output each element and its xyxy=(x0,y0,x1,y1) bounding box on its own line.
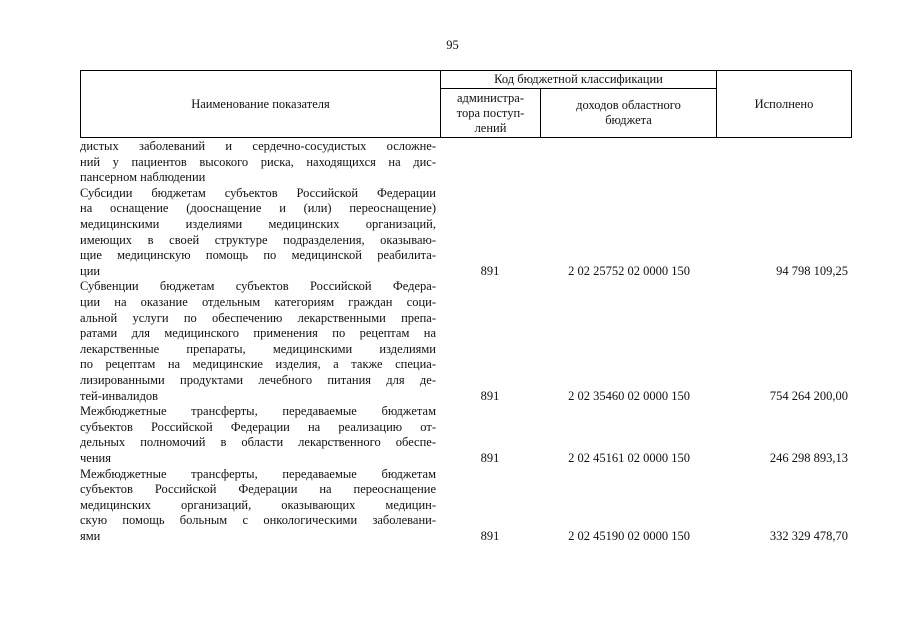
description-line: по рецептам на медицинские изделия, а также специа- xyxy=(80,357,436,372)
table-cell-admin-code: 891 xyxy=(480,388,500,403)
description-line: субъектов Российской Федерации на переоснащение xyxy=(80,482,436,497)
description-line: медицинскими изделиями медицинских организаций, xyxy=(80,216,436,231)
description-line: Субсидии бюджетам субъектов Российской Федерации xyxy=(80,185,436,200)
table-cell-admin-code: 891 xyxy=(480,263,500,278)
description-line: тей-инвалидов xyxy=(80,388,159,403)
description-line: чения xyxy=(80,450,111,465)
table-cell-executed: 754 264 200,00 xyxy=(769,388,848,403)
header-executed-label: Исполнено xyxy=(754,96,814,111)
header-admin-line: лений xyxy=(474,120,507,135)
header-income-line: доходов областного xyxy=(576,98,681,112)
table-cell-admin-code: 891 xyxy=(480,451,500,465)
description-line: пансерном наблюдении xyxy=(80,170,206,185)
table-row-description xyxy=(80,404,436,466)
table-cell-income-code: 2 02 45190 02 0000 150 xyxy=(568,529,690,543)
description-line: Межбюджетные трансферты, передаваемые бюджетам xyxy=(80,404,436,419)
page-number: 95 xyxy=(446,38,459,52)
table-cell-income-code: 2 02 45161 02 0000 150 xyxy=(568,451,690,465)
description-line: дельных полномочий в области лекарственного обеспе- xyxy=(80,435,436,450)
table-row-description xyxy=(80,186,436,280)
description-line: ратами для медицинского применения по рецептам на xyxy=(80,326,436,341)
description-line: альной услуги по обеспечению лекарственными препа- xyxy=(80,310,436,325)
description-line: ями xyxy=(80,528,101,543)
description-line: скую помощь больным с онкологическими заболевани- xyxy=(80,513,436,528)
description-line: на оснащение (дооснащение и (или) переоснащение) xyxy=(80,201,436,216)
header-name-label: Наименование показателя xyxy=(191,96,330,111)
table-cell-income-code: 2 02 25752 02 0000 150 xyxy=(568,263,690,278)
description-line: Субвенции бюджетам субъектов Российской Федера- xyxy=(80,279,436,294)
description-line: ции на оказание отдельным категориям граждан соци- xyxy=(80,294,436,309)
description-line: Межбюджетные трансферты, передаваемые бюджетам xyxy=(80,466,436,481)
description-line: субъектов Российской Федерации на реализацию от- xyxy=(80,419,436,434)
table-cell-executed: 332 329 478,70 xyxy=(769,529,848,543)
description-line: лекарственные препараты, медицинскими изделиями xyxy=(80,341,436,356)
description-line: ний у пациентов высокого риска, находящихся на дис- xyxy=(80,154,436,169)
header-admin-line: администра- xyxy=(456,90,524,105)
table-cell-executed: 246 298 893,13 xyxy=(769,451,848,465)
description-line: лизированными продуктами лечебного питания для де- xyxy=(80,372,436,387)
description-line: дистых заболеваний и сердечно-сосудистых осложне- xyxy=(80,139,436,153)
header-income-label xyxy=(540,89,717,137)
description-line: ции xyxy=(80,263,101,278)
header-budget-class-label: Код бюджетной классификации xyxy=(494,72,663,86)
table-cell-executed: 94 798 109,25 xyxy=(776,263,848,278)
header-income-line: бюджета xyxy=(605,113,652,127)
table-cell-income-code: 2 02 35460 02 0000 150 xyxy=(568,388,690,403)
description-line: щие медицинскую помощь по медицинской реабилита- xyxy=(80,248,436,263)
header-admin-line: тора поступ- xyxy=(456,105,525,120)
table-row-description xyxy=(80,467,436,545)
table-row-description xyxy=(80,279,436,404)
description-line: имеющих в своей структуре подразделения, оказываю- xyxy=(80,232,436,247)
table-cell-admin-code: 891 xyxy=(480,529,500,543)
description-line: медицинских организаций, оказывающих медицин- xyxy=(80,497,436,512)
header-admin-label xyxy=(440,89,541,137)
table-row-description xyxy=(80,139,436,186)
